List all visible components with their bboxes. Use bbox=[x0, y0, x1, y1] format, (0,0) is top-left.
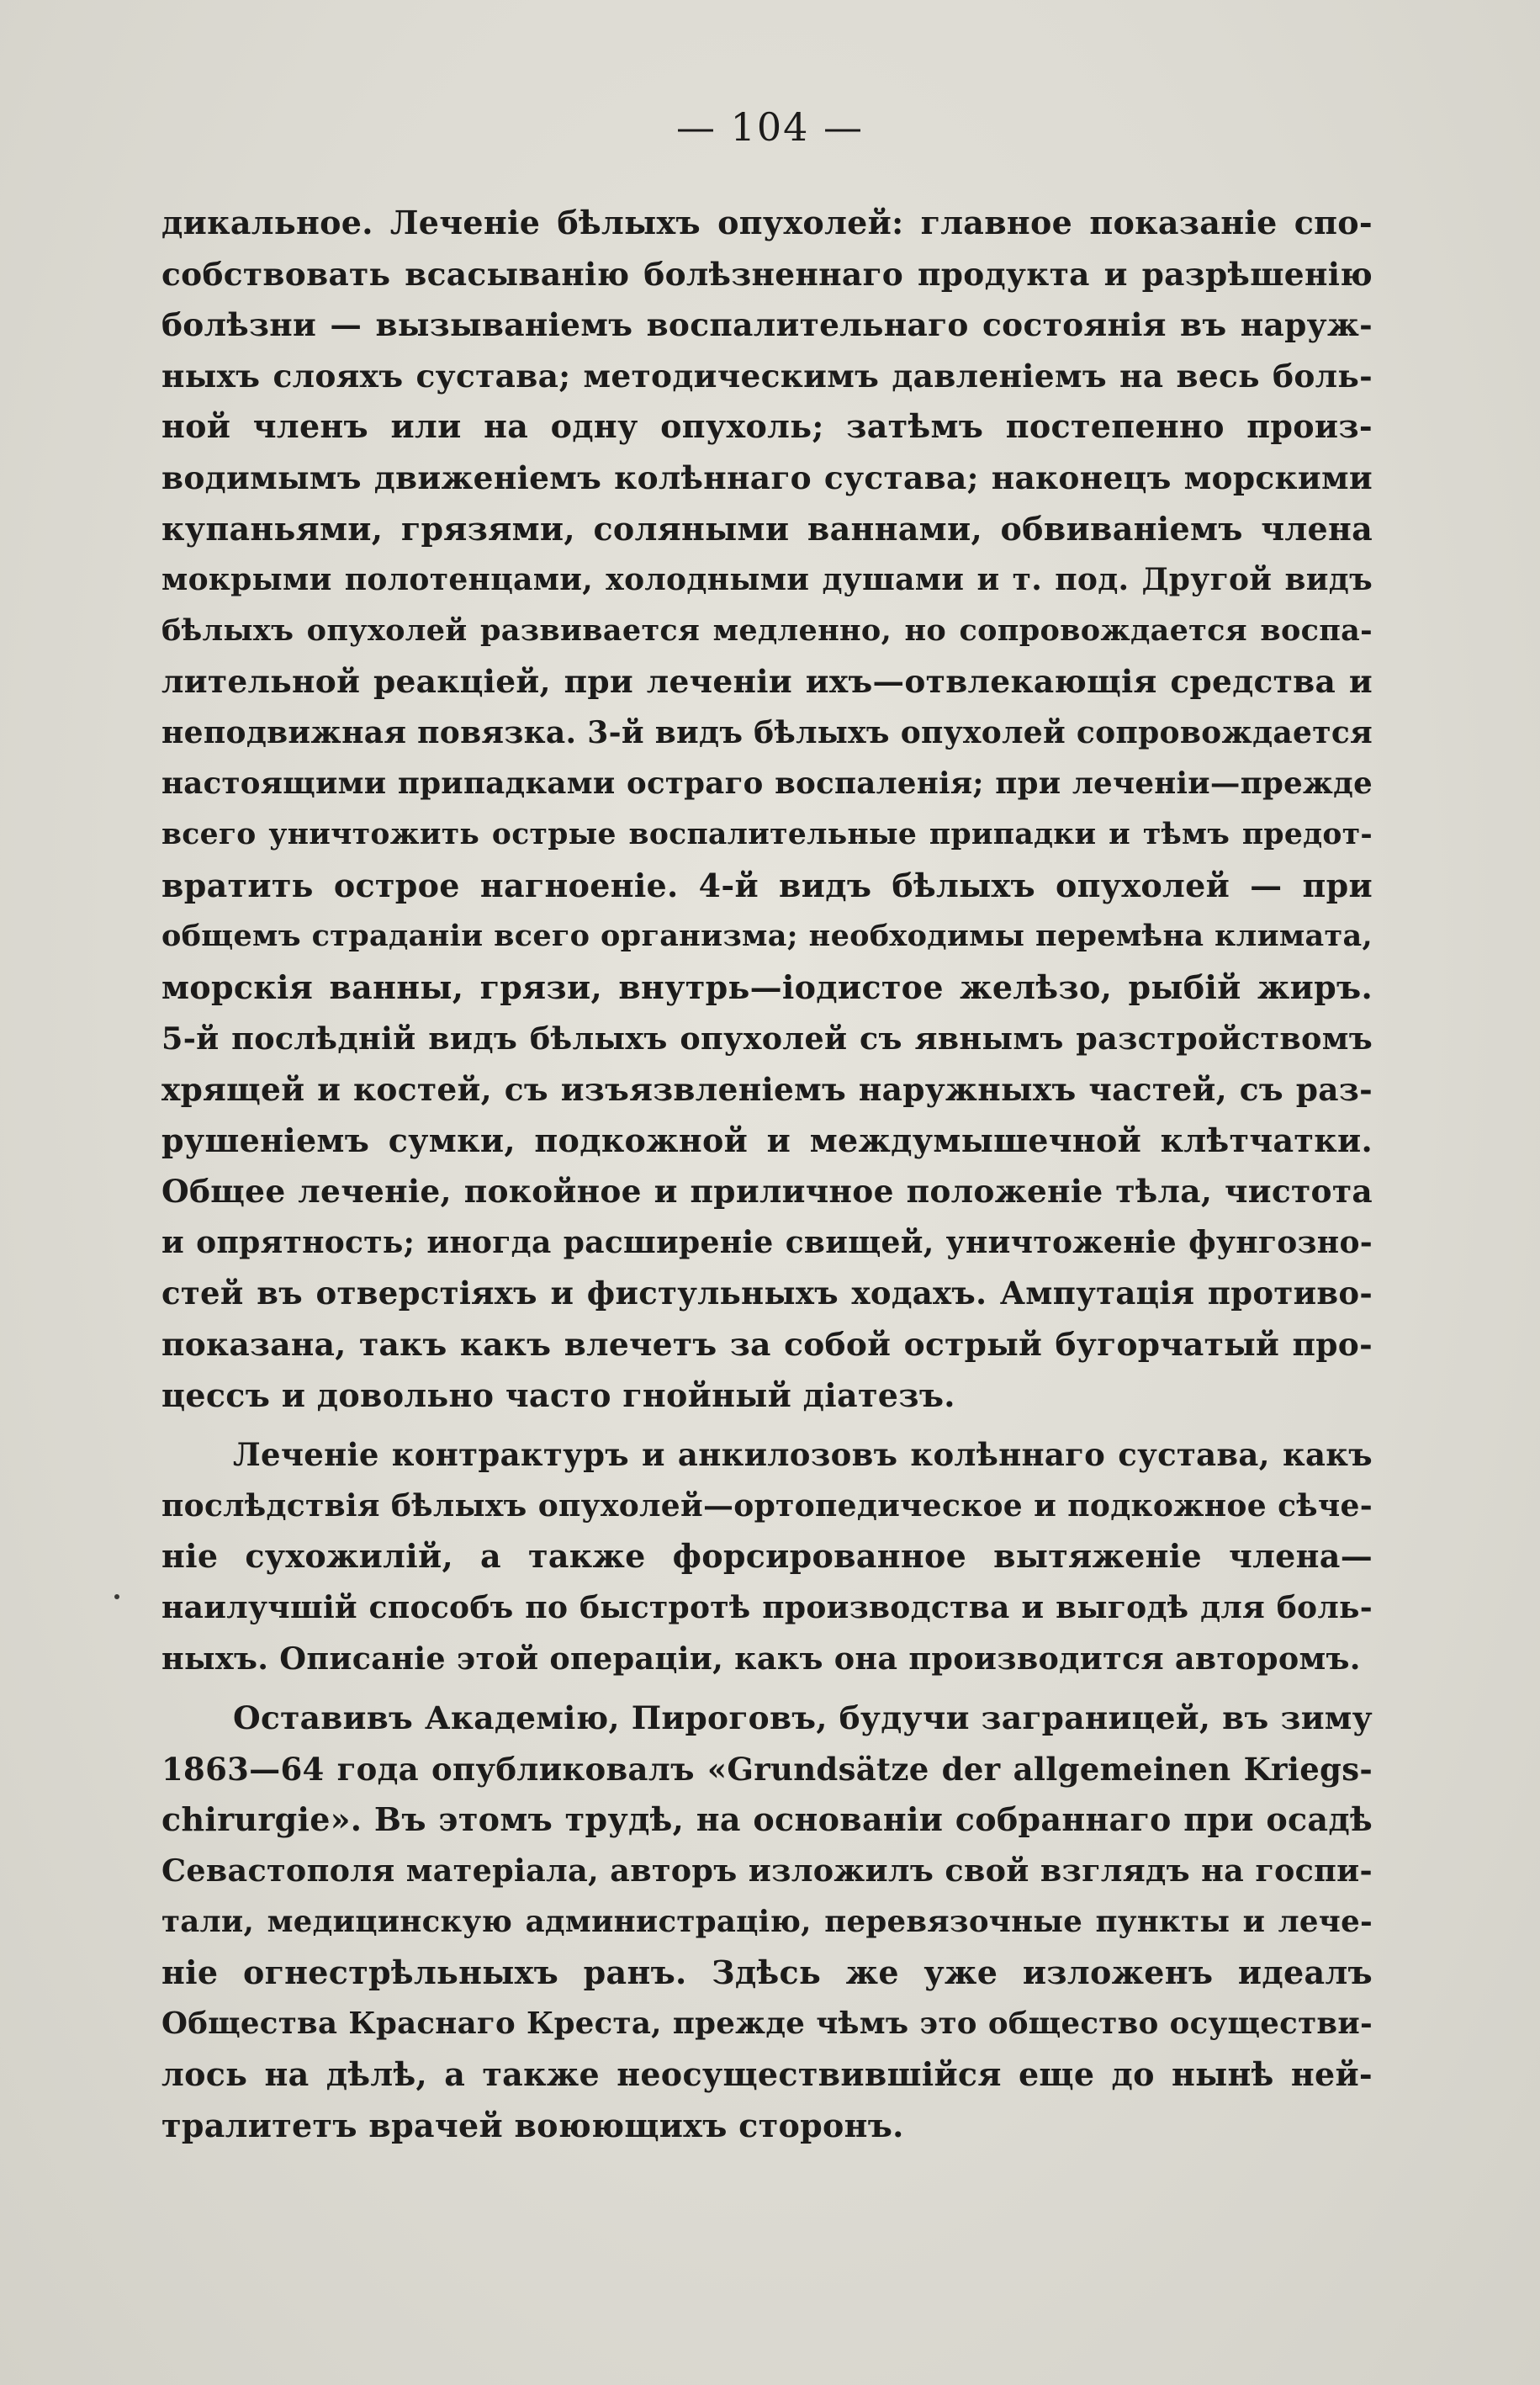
text-line: ной членъ или на одну опухоль; затѣмъ постепенно произ- bbox=[161, 407, 1373, 446]
paragraph-3 bbox=[161, 1693, 1373, 2151]
text-line: Севастополя матеріала, авторъ изложилъ свой взглядъ на госпи- bbox=[161, 1852, 1373, 1889]
text-line: ніе сухожилій, а также форсированное вытяженіе члена— bbox=[161, 1537, 1373, 1576]
body-text bbox=[161, 198, 1373, 2152]
text-line: вратить острое нагноеніе. 4-й видъ бѣлыхъ опухолей — при bbox=[161, 866, 1373, 904]
text-line: общемъ страданіи всего организма; необходимы перемѣна климата, bbox=[161, 919, 1373, 954]
text-line: 5-й послѣдній видъ бѣлыхъ опухолей съ явнымъ разстройствомъ bbox=[161, 1020, 1373, 1057]
text-line: тали, медицинскую администрацію, перевязочные пункты и лече- bbox=[161, 1904, 1373, 1939]
text-line: Оставивъ Академію, Пироговъ, будучи заграницей, въ зиму bbox=[233, 1699, 1373, 1737]
text-line: ныхъ слояхъ сустава; методическимъ давленіемъ на весь боль- bbox=[161, 357, 1373, 395]
text-line: и опрятность; иногда расширеніе свищей, уничтоженіе фунгозно- bbox=[161, 1224, 1373, 1260]
text-line: показана, такъ какъ влечетъ за собой острый бугорчатый про- bbox=[161, 1326, 1373, 1364]
text-line: собствовать всасыванію болѣзненнаго продукта и разрѣшенію bbox=[161, 255, 1373, 293]
text-line: лительной реакціей, при леченіи ихъ—отвлекающія средства и bbox=[161, 663, 1373, 701]
margin-mark bbox=[114, 1594, 119, 1599]
text-line: ныхъ. Описаніе этой операціи, какъ она производится авторомъ. bbox=[161, 1640, 1361, 1677]
text-line: цессъ и довольно часто гнойный діатезъ. bbox=[161, 1375, 955, 1414]
text-line: болѣзни — вызываніемъ воспалительнаго состоянія въ наруж- bbox=[161, 306, 1373, 344]
text-line: Общества Краснаго Креста, прежде чѣмъ это общество осуществи- bbox=[161, 2006, 1373, 2041]
text-line: рушеніемъ сумки, подкожной и междумышечной клѣтчатки. bbox=[161, 1121, 1373, 1159]
text-line: морскія ванны, грязи, внутрь—іодистое желѣзо, рыбій жиръ. bbox=[161, 967, 1373, 1006]
text-line: ніе огнестрѣльныхъ ранъ. Здѣсь же уже изложенъ идеалъ bbox=[161, 1953, 1373, 1992]
text-line: водимымъ движеніемъ колѣннаго сустава; наконецъ морскими bbox=[161, 458, 1373, 496]
text-line: купаньями, грязями, соляными ваннами, обвиваніемъ члена bbox=[161, 509, 1373, 548]
page-number: — 104 — bbox=[675, 104, 865, 150]
text-line: Леченіе контрактуръ и анкилозовъ колѣннаго сустава, какъ bbox=[233, 1436, 1373, 1474]
text-line: послѣдствія бѣлыхъ опухолей—ортопедическое и подкожное сѣче- bbox=[161, 1487, 1373, 1524]
text-line: тралитетъ врачей воюющихъ сторонъ. bbox=[161, 2106, 904, 2144]
text-line: настоящими припадками остраго воспаленія; при леченіи—прежде bbox=[161, 766, 1373, 801]
text-line: дикальное. Леченіе бѣлыхъ опухолей: главное показаніе спо- bbox=[161, 204, 1373, 241]
text-line: лось на дѣлѣ, а также неосуществившійся еще до нынѣ ней- bbox=[161, 2055, 1373, 2094]
text-line: хрящей и костей, съ изъязвленіемъ наружныхъ частей, съ раз- bbox=[161, 1071, 1373, 1109]
text-line: стей въ отверстіяхъ и фистульныхъ ходахъ. Ампутація противо- bbox=[161, 1275, 1373, 1312]
text-line: бѣлыхъ опухолей развивается медленно, но сопровождается воспа- bbox=[161, 612, 1373, 648]
text-line: мокрыми полотенцами, холодными душами и т. под. Другой видъ bbox=[161, 562, 1373, 598]
text-line: chirurgie». Въ этомъ трудѣ, на основаніи собраннаго при осадѣ bbox=[161, 1800, 1373, 1839]
text-line: всего уничтожить острые воспалительные припадки и тѣмъ предот- bbox=[161, 818, 1373, 852]
paragraph-1 bbox=[161, 198, 1373, 1421]
text-line: Общее леченіе, покойное и приличное положеніе тѣла, чистота bbox=[161, 1173, 1373, 1211]
text-line: 1863—64 года опубликовалъ «Grundsätze der allgemeinen Kriegs- bbox=[161, 1750, 1373, 1788]
paragraph-2 bbox=[161, 1429, 1373, 1684]
text-line: неподвижная повязка. 3-й видъ бѣлыхъ опухолей сопровождается bbox=[161, 714, 1373, 750]
text-line: наилучшій способъ по быстротѣ производства и выгодѣ для боль- bbox=[161, 1590, 1373, 1626]
